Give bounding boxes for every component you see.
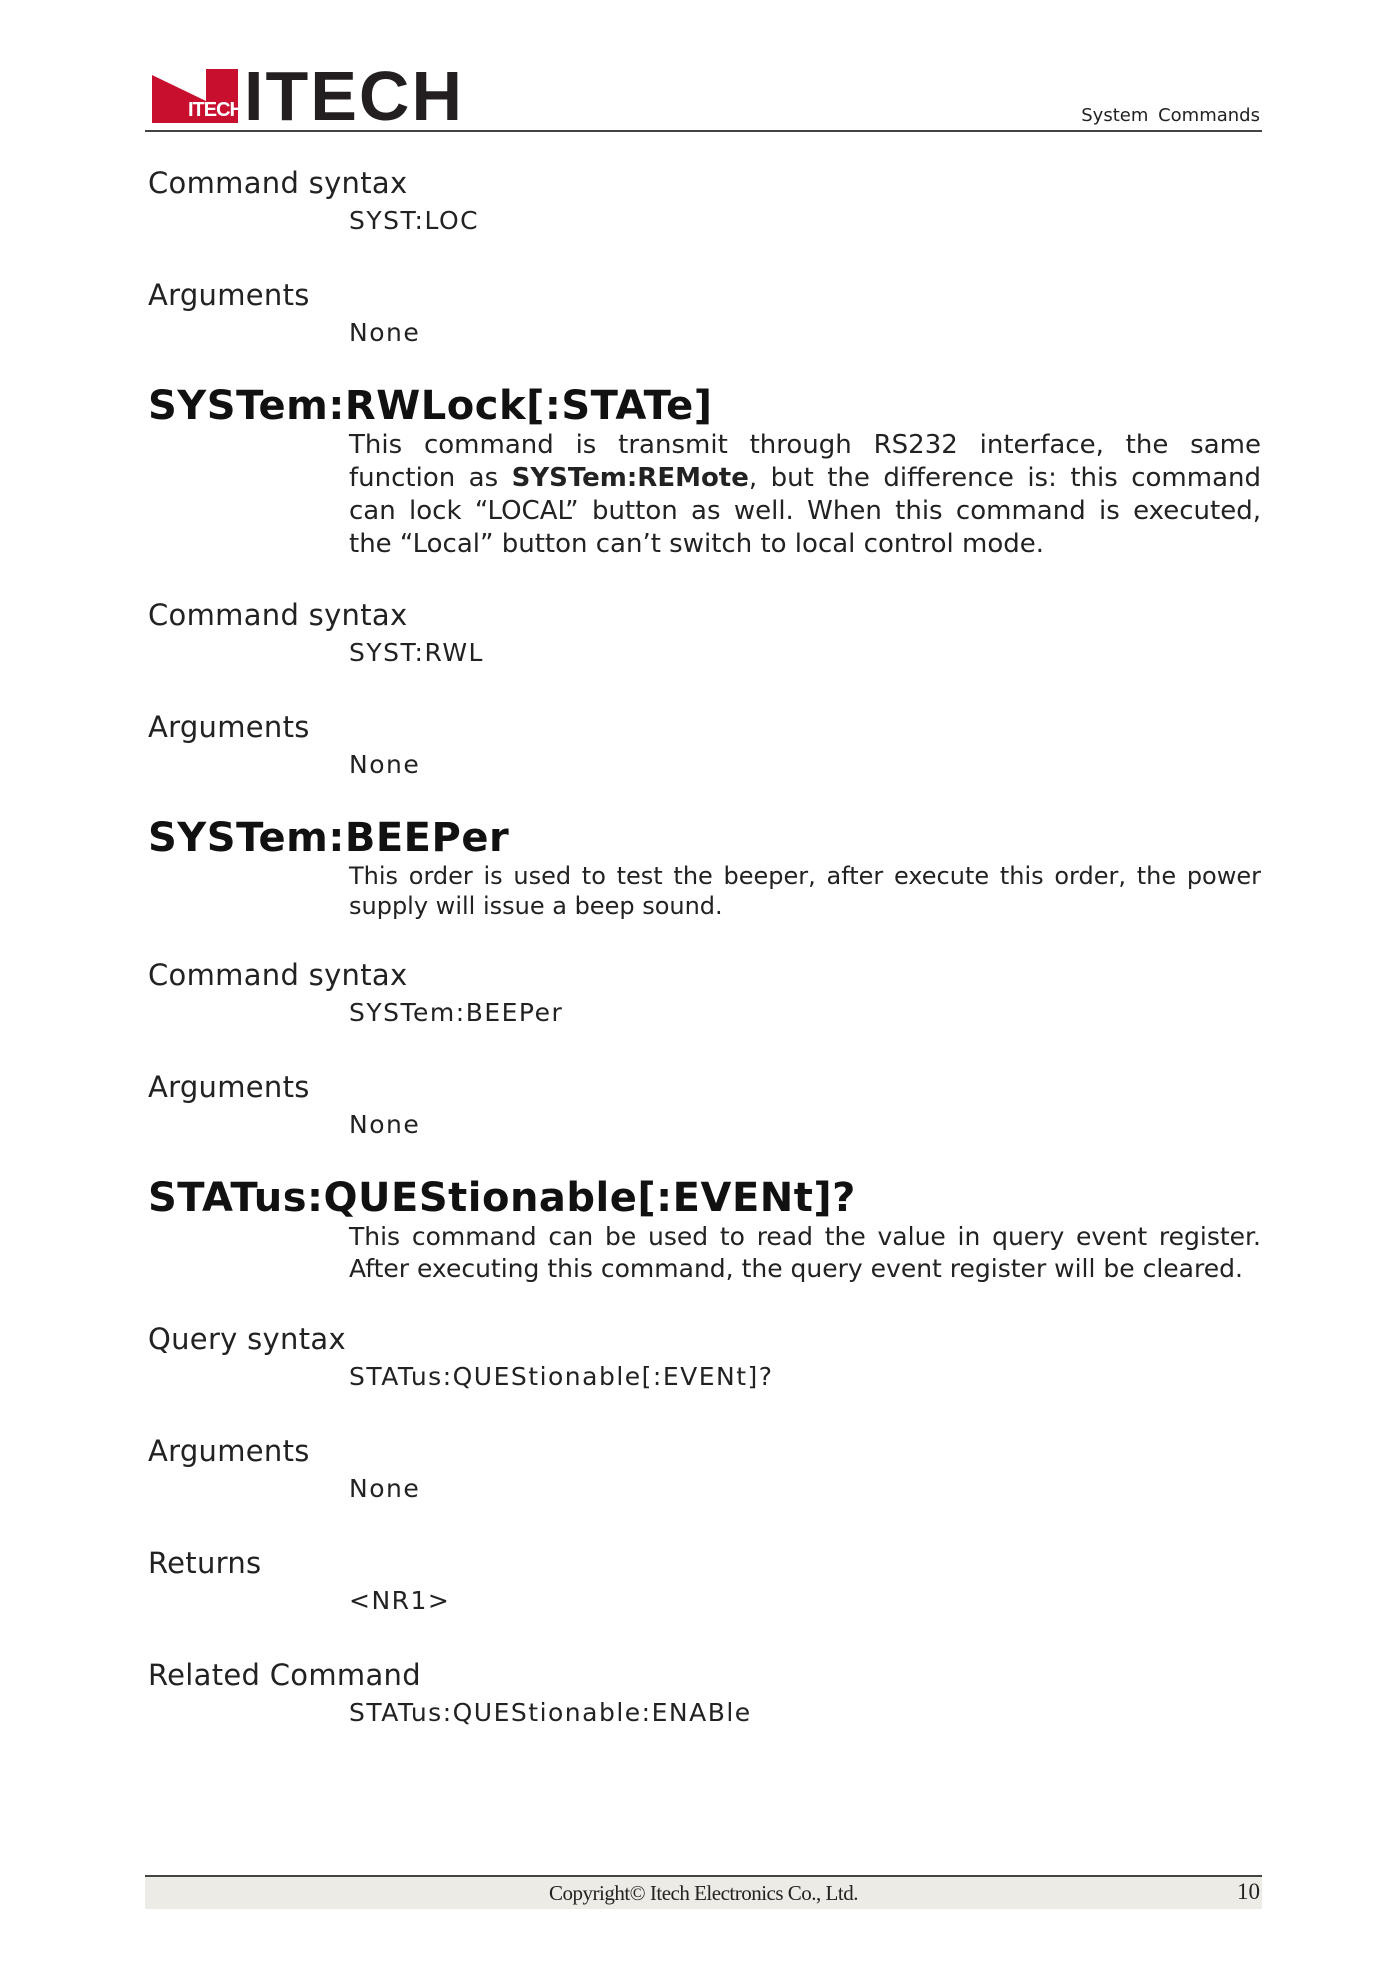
arguments-value: None [349, 1110, 421, 1139]
arguments-label: Arguments [148, 710, 310, 744]
description-text-cont: , but the difference is: this command can lock “LOCAL” button as well. When this command is executed, the “Local” button can’t switch to local control mode. [349, 463, 1261, 559]
page-content [148, 165, 1261, 1729]
page-header [145, 57, 1262, 135]
command-title: SYSTem:BEEPer [148, 815, 510, 861]
command-title: STATus:QUEStionable[:EVENt]? [148, 1175, 856, 1221]
query-syntax-label: Query syntax [148, 1322, 346, 1356]
logo-badge-text: ITECH [188, 99, 243, 121]
page-footer [145, 1875, 1262, 1909]
syntax-value: SYSTem:BEEPer [349, 998, 564, 1027]
syntax-label: Command syntax [148, 598, 408, 632]
header-section-title: System Commands [1081, 105, 1260, 126]
command-description: This command can be used to read the value in query event register. After executing this command, the query event register will be cleared. [349, 1222, 1261, 1283]
description-bold-command: SYSTem:REMote [511, 463, 749, 493]
footer-copyright: Copyright© Itech Electronics Co., Ltd. [549, 1881, 858, 1905]
arguments-label: Arguments [148, 1070, 310, 1104]
related-command-value: STATus:QUEStionable:ENABle [349, 1698, 752, 1727]
arguments-label: Arguments [148, 1434, 310, 1468]
logo-badge [152, 69, 243, 123]
arguments-value: None [349, 750, 421, 779]
command-description: This order is used to test the beeper, after execute this order, the power supply will issue a beep sound. [349, 862, 1261, 920]
syntax-label: Command syntax [148, 166, 408, 200]
arguments-value: None [349, 318, 421, 347]
query-syntax-value: STATus:QUEStionable[:EVENt]? [349, 1362, 774, 1391]
returns-label: Returns [148, 1546, 262, 1580]
description-text: This command is transmit through RS232 interface, the same function as [349, 430, 1261, 493]
itech-logo [152, 57, 464, 135]
syntax-value: SYST:LOC [349, 206, 480, 235]
command-description [349, 429, 1261, 561]
arguments-label: Arguments [148, 278, 310, 312]
arguments-value: None [349, 1474, 421, 1503]
related-command-label: Related Command [148, 1658, 421, 1692]
syntax-label: Command syntax [148, 958, 408, 992]
logo-text: ITECH [244, 57, 464, 135]
syntax-value: SYST:RWL [349, 638, 484, 667]
returns-value: <NR1> [349, 1586, 451, 1615]
command-title: SYSTem:RWLock[:STATe] [148, 383, 713, 429]
page-number: 10 [1237, 1879, 1260, 1904]
